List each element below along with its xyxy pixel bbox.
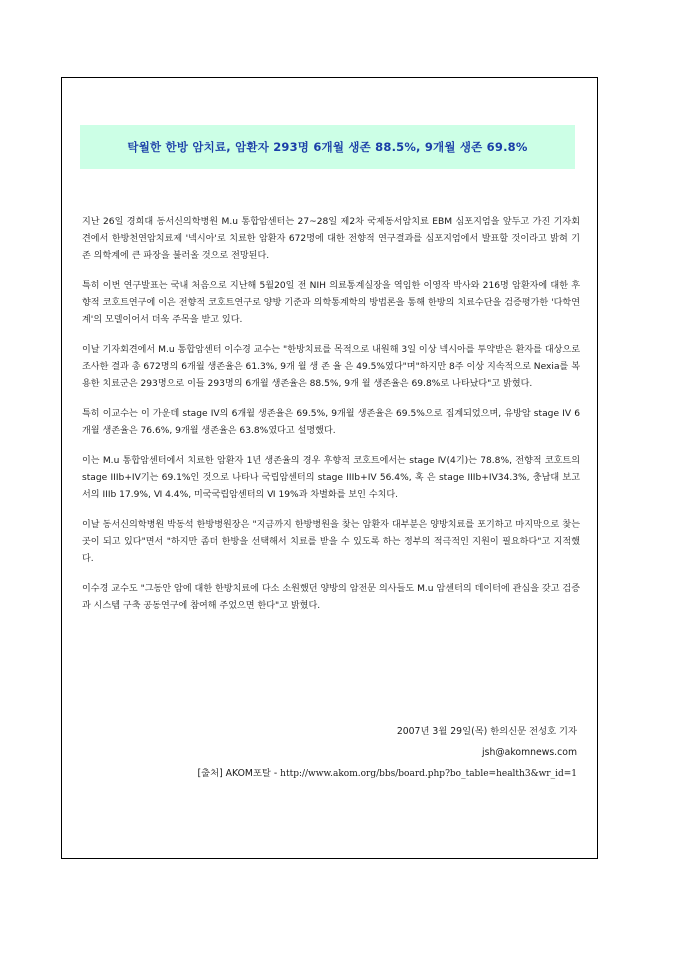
paragraph-4: 특히 이교수는 이 가운데 stage IV의 6개월 생존율은 69.5%, 9개월 생존율은 69.5%으로 집계되었으며, 유방암 stage IV 6개월 생존율은 76.6%, 9개월 생존율은 63.8%였다고 설명했다. <box>82 409 580 436</box>
paragraph-1: 지난 26일 경희대 동서신의학병원 M.u 통합암센터는 27~28일 제2차 국제동서암치료 EBM 심포지엄을 앞두고 가진 기자회견에서 한방천연암치료제 '넥시아'로 치료한 암환자 672명에 대한 전향적 연구결과를 심포지엄에서 발표할 것이라고 밝혀 기존 의학계에 큰 파장을 불러올 것으로 전망된다. <box>82 217 580 261</box>
headline: 탁월한 한방 암치료, 암환자 293명 6개월 생존 88.5%, 9개월 생존 69.8% <box>127 140 528 154</box>
source-url-link[interactable]: http://www.akom.org/bbs/board.php?bo_table=health3&wr_id=1 <box>280 769 577 779</box>
date-reporter: 2007년 3월 29일(목) 한의신문 전성호 기자 <box>396 726 577 737</box>
source-line <box>197 763 577 785</box>
paragraph-6: 이날 동서신의학병원 박동석 한방병원장은 "지금까지 한방병원을 찾는 암환자 대부분은 양방치료를 포기하고 마지막으로 찾는 곳이 되고 있다"면서 "하지만 좀더 한방을 선택해서 치료를 받을 수 있도록 하는 정부의 적극적인 지원이 필요하다"고 지적했다. <box>82 520 580 564</box>
document-frame <box>61 77 598 859</box>
paragraph-2: 특히 이번 연구발표는 국내 처음으로 지난해 5월20일 전 NIH 의료통계실장을 역임한 이영작 박사와 216명 암환자에 대한 후향적 코호트연구에 이은 전향적 코호트연구로 양방 기준과 의학통계학의 방법론을 통해 한방의 치료수단을 검증평가한 '다학연계'의 모델이어서 더욱 주목을 받고 있다. <box>82 281 580 325</box>
article-byline <box>197 721 577 785</box>
headline-banner <box>80 125 575 169</box>
paragraph-7: 이수경 교수도 "그동안 암에 대한 한방치료에 다소 소원했던 양방의 암전문 의사들도 M.u 암센터의 데이터에 관심을 갖고 검증과 시스템 구축 공동연구에 참여해 주었으면 한다"고 밝혔다. <box>82 584 580 611</box>
paragraph-3: 이날 기자회견에서 M.u 통합암센터 이수경 교수는 "한방치료를 목적으로 내원해 3일 이상 넥시아를 투약받은 환자를 대상으로 조사한 결과 총 672명의 6개월 생존율은 61.3%, 9개 월 생 존 율 은 49.5%였다"며"하지만 8주 이상 지속적으로 Nexia를 복용한 치료군은 293명으로 이들 293명의 6개월 생존율은 88.5%, 9개 월 생존율은 69.8%로 나타났다"고 밝혔다. <box>82 345 580 389</box>
paragraph-5: 이는 M.u 통합암센터에서 치료한 암환자 1년 생존율의 경우 후향적 코호트에서는 stage Ⅳ(4기)는 78.8%, 전향적 코호트의 stage IIIb+IV기는 69.1%인 것으로 나타나 국립암센터의 stage IIIb+IV 56.4%, 혹 은 stage IIIb+IV34.3%, 충남대 보고서의 IIIb 17.9%, Ⅵ 4.4%, 미국국립암센터의 Ⅵ 19%과 차별화를 보인 수치다. <box>82 456 580 500</box>
source-label: [출처] AKOM포탈 - <box>197 768 281 779</box>
article-body <box>82 214 580 628</box>
reporter-email[interactable]: jsh@akomnews.com <box>482 747 577 758</box>
